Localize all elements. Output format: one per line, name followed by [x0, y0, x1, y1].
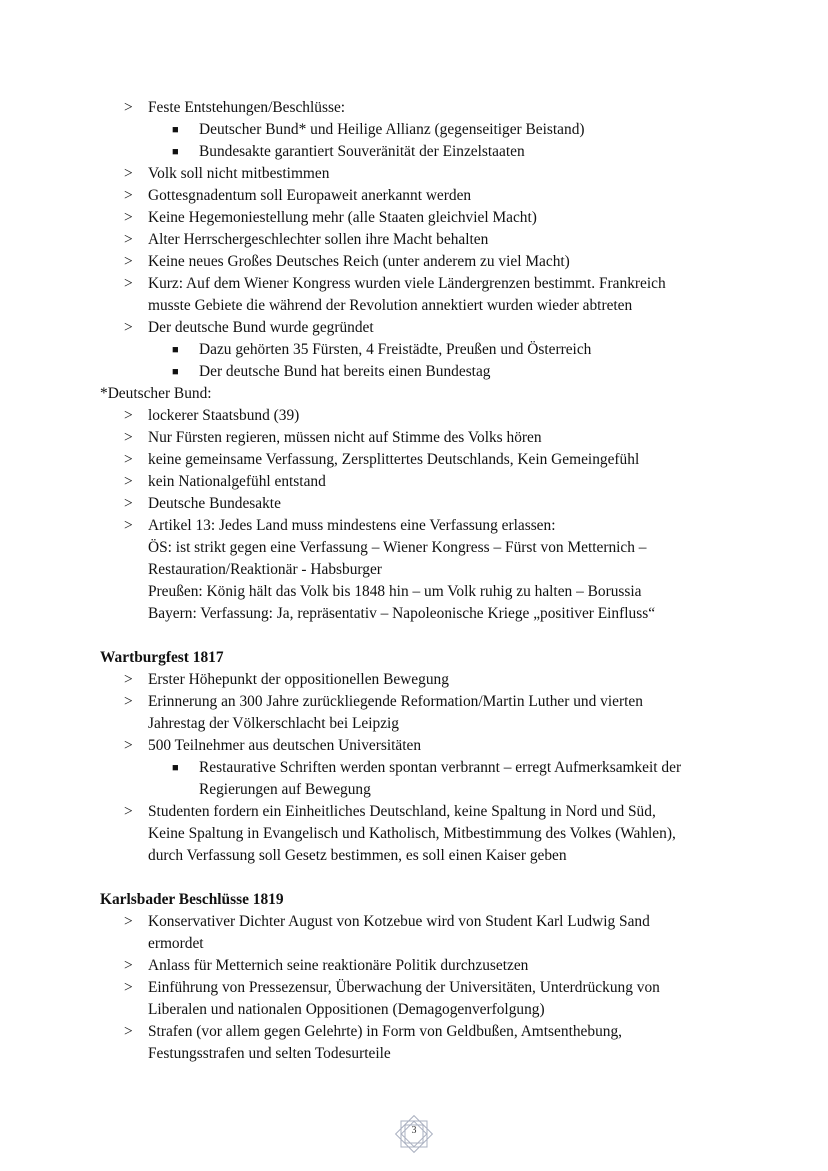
line-text: 500 Teilnehmer aus deutschen Universitäten: [148, 737, 422, 754]
arrow-list-item: [100, 185, 760, 207]
page-number: 3: [411, 1125, 417, 1136]
square-bullet-icon: ■: [172, 146, 179, 158]
arrow-list-item: [100, 317, 760, 339]
arrow-list-item: [100, 955, 760, 977]
line-text: Bundesakte garantiert Souveränität der Einzelstaaten: [199, 143, 525, 160]
arrow-marker-icon: >: [124, 517, 133, 534]
list-item-continuation: [100, 845, 760, 867]
square-bullet-icon: ■: [172, 762, 179, 774]
arrow-marker-icon: >: [124, 671, 133, 688]
arrow-list-item: [100, 427, 760, 449]
arrow-marker-icon: >: [124, 275, 133, 292]
line-text: ÖS: ist strikt gegen eine Verfassung – Wiener Kongress – Fürst von Metternich –: [148, 539, 647, 556]
line-text: Keine neues Großes Deutsches Reich (unter anderem zu viel Macht): [148, 253, 570, 270]
line-text: *Deutscher Bund:: [100, 385, 212, 402]
arrow-list-item: [100, 515, 760, 537]
line-text: Feste Entstehungen/Beschlüsse:: [148, 99, 346, 116]
line-text: lockerer Staatsbund (39): [148, 407, 300, 424]
line-text: Anlass für Metternich seine reaktionäre Politik durchzusetzen: [148, 957, 529, 974]
bullet-list-item: [100, 119, 760, 141]
bullet-list-item: [100, 757, 760, 779]
list-item-continuation: [100, 537, 760, 559]
bullet-list-item: [100, 361, 760, 383]
arrow-list-item: [100, 801, 760, 823]
arrow-marker-icon: >: [124, 1023, 133, 1040]
section-heading-wartburgfest: Wartburgfest 1817: [100, 649, 224, 666]
line-text: Artikel 13: Jedes Land muss mindestens eine Verfassung erlassen:: [148, 517, 556, 534]
arrow-marker-icon: >: [124, 473, 133, 490]
line-text: Volk soll nicht mitbestimmen: [148, 165, 330, 182]
arrow-list-item: [100, 669, 760, 691]
list-item-continuation: [100, 603, 760, 625]
line-text: Preußen: König hält das Volk bis 1848 hin – um Volk ruhig zu halten – Borussia: [148, 583, 642, 600]
line-text: Erster Höhepunkt der oppositionellen Bewegung: [148, 671, 449, 688]
page-number-ornament: [392, 1112, 436, 1156]
list-item-continuation: [100, 933, 760, 955]
line-text: Nur Fürsten regieren, müssen nicht auf Stimme des Volks hören: [148, 429, 542, 446]
line-text: durch Verfassung soll Gesetz bestimmen, es soll einen Kaiser geben: [148, 847, 567, 864]
line-text: Bayern: Verfassung: Ja, repräsentativ – Napoleonische Kriege „positiver Einfluss“: [148, 605, 656, 622]
arrow-marker-icon: >: [124, 957, 133, 974]
line-text: Einführung von Pressezensur, Überwachung der Universitäten, Unterdrückung von: [148, 979, 660, 996]
line-text: Alter Herrschergeschlechter sollen ihre Macht behalten: [148, 231, 489, 248]
arrow-list-item: [100, 207, 760, 229]
line-text: Konservativer Dichter August von Kotzebue wird von Student Karl Ludwig Sand: [148, 913, 650, 930]
arrow-marker-icon: >: [124, 495, 133, 512]
line-text: Studenten fordern ein Einheitliches Deutschland, keine Spaltung in Nord und Süd,: [148, 803, 656, 820]
line-text: Keine Spaltung in Evangelisch und Katholisch, Mitbestimmung des Volkes (Wahlen),: [148, 825, 676, 842]
arrow-marker-icon: >: [124, 187, 133, 204]
line-text: kein Nationalgefühl entstand: [148, 473, 326, 490]
arrow-marker-icon: >: [124, 913, 133, 930]
arrow-marker-icon: >: [124, 803, 133, 820]
arrow-list-item: [100, 977, 760, 999]
line-text: Gottesgnadentum soll Europaweit anerkannt werden: [148, 187, 472, 204]
section-spacer: [100, 625, 760, 647]
arrow-list-item: [100, 273, 760, 295]
line-text: keine gemeinsame Verfassung, Zersplittertes Deutschlands, Kein Gemeingefühl: [148, 451, 640, 468]
document-body: [100, 97, 760, 1065]
bullet-list-item: [100, 141, 760, 163]
line-text: Liberalen und nationalen Oppositionen (Demagogenverfolgung): [148, 1001, 545, 1018]
arrow-marker-icon: >: [124, 209, 133, 226]
list-item-continuation: [100, 823, 760, 845]
arrow-marker-icon: >: [124, 99, 133, 116]
section-karlsbader-notes: [100, 911, 760, 1065]
line-text: Regierungen auf Bewegung: [199, 781, 371, 798]
list-item-continuation: [100, 295, 760, 317]
list-item-continuation: [100, 713, 760, 735]
arrow-list-item: [100, 735, 760, 757]
line-text: Der deutsche Bund hat bereits einen Bundestag: [199, 363, 491, 380]
arrow-marker-icon: >: [124, 979, 133, 996]
arrow-list-item: [100, 229, 760, 251]
line-text: Festungsstrafen und selten Todesurteile: [148, 1045, 391, 1062]
section-spacer: [100, 867, 760, 889]
arrow-list-item: [100, 911, 760, 933]
list-item-continuation: [100, 559, 760, 581]
line-text: Deutsche Bundesakte: [148, 495, 281, 512]
line-text: Der deutsche Bund wurde gegründet: [148, 319, 374, 336]
arrow-list-item: [100, 493, 760, 515]
line-text: Strafen (vor allem gegen Gelehrte) in Form von Geldbußen, Amtsenthebung,: [148, 1023, 622, 1040]
section-heading-karlsbader: Karlsbader Beschlüsse 1819: [100, 891, 284, 908]
note-label: [100, 383, 760, 405]
arrow-list-item: [100, 97, 760, 119]
arrow-marker-icon: >: [124, 693, 133, 710]
line-text: Deutscher Bund* und Heilige Allianz (gegenseitiger Beistand): [199, 121, 585, 138]
square-bullet-icon: ■: [172, 124, 179, 136]
line-text: ermordet: [148, 935, 204, 952]
line-text: Keine Hegemoniestellung mehr (alle Staaten gleichviel Macht): [148, 209, 537, 226]
arrow-list-item: [100, 449, 760, 471]
arrow-marker-icon: >: [124, 451, 133, 468]
arrow-list-item: [100, 691, 760, 713]
square-bullet-icon: ■: [172, 344, 179, 356]
line-text: Restauration/Reaktionär - Habsburger: [148, 561, 382, 578]
arrow-marker-icon: >: [124, 231, 133, 248]
line-text: Jahrestag der Völkerschlacht bei Leipzig: [148, 715, 399, 732]
arrow-list-item: [100, 1021, 760, 1043]
line-text: musste Gebiete die während der Revolution annektiert wurden wieder abtreten: [148, 297, 633, 314]
arrow-list-item: [100, 405, 760, 427]
arrow-marker-icon: >: [124, 165, 133, 182]
bullet-list-item: [100, 339, 760, 361]
bullet-list-item-continuation: [100, 779, 760, 801]
list-item-continuation: [100, 581, 760, 603]
line-text: Kurz: Auf dem Wiener Kongress wurden viele Ländergrenzen bestimmt. Frankreich: [148, 275, 666, 292]
arrow-list-item: [100, 251, 760, 273]
square-bullet-icon: ■: [172, 366, 179, 378]
arrow-marker-icon: >: [124, 429, 133, 446]
line-text: Erinnerung an 300 Jahre zurückliegende Reformation/Martin Luther und vierten: [148, 693, 643, 710]
arrow-marker-icon: >: [124, 737, 133, 754]
arrow-list-item: [100, 163, 760, 185]
section-wartburgfest-notes: [100, 669, 760, 867]
line-text: Dazu gehörten 35 Fürsten, 4 Freistädte, Preußen und Österreich: [199, 341, 592, 358]
line-text: Restaurative Schriften werden spontan verbrannt – erregt Aufmerksamkeit der: [199, 759, 682, 776]
list-item-continuation: [100, 999, 760, 1021]
list-item-continuation: [100, 1043, 760, 1065]
arrow-marker-icon: >: [124, 407, 133, 424]
section-wiener-kongress-notes: [100, 97, 760, 625]
arrow-marker-icon: >: [124, 319, 133, 336]
arrow-list-item: [100, 471, 760, 493]
arrow-marker-icon: >: [124, 253, 133, 270]
